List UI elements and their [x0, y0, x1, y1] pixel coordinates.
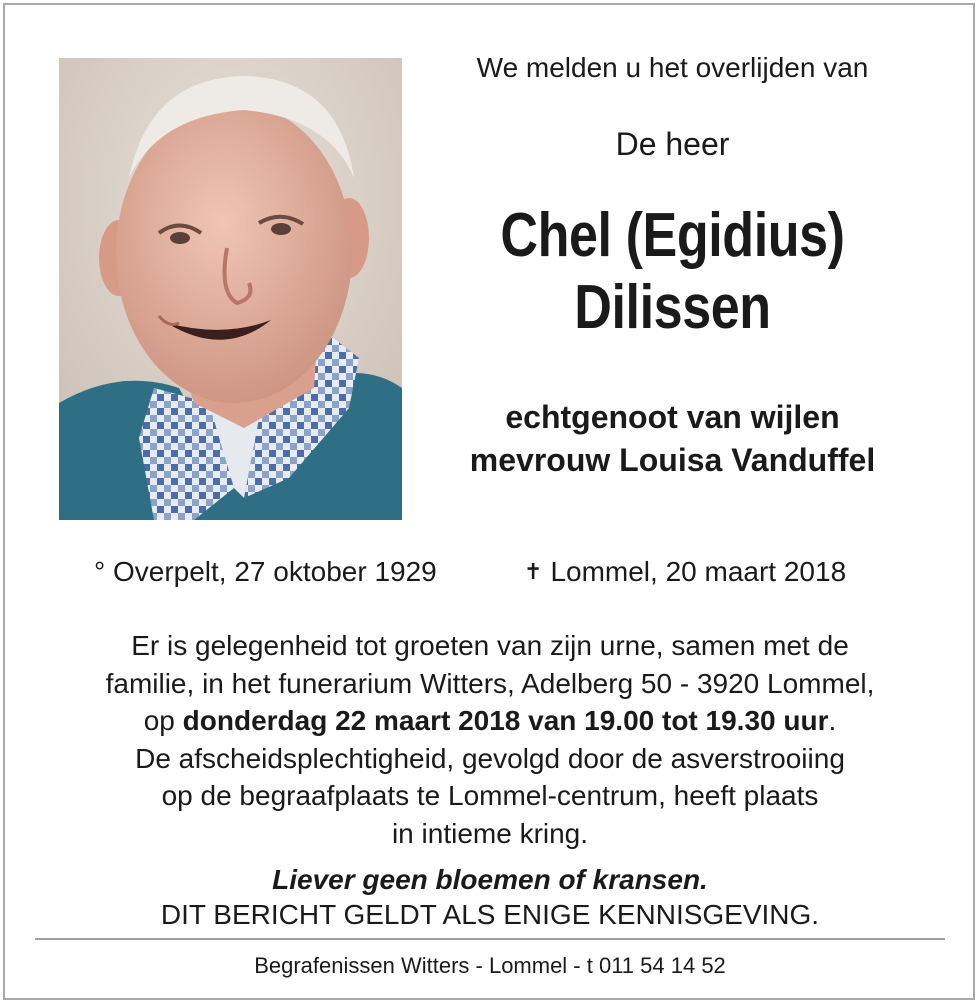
birth-symbol: ° — [94, 556, 106, 587]
official-notice: DIT BERICHT GELDT ALS ENIGE KENNISGEVING. — [160, 899, 820, 930]
birth-date — [94, 556, 437, 588]
visitation-datetime: donderdag 22 maart 2018 van 19.00 tot 19.30 uur — [182, 705, 829, 736]
death-text: Lommel, 20 maart 2018 — [550, 556, 847, 587]
deceased-name — [465, 200, 881, 344]
details-paragraph — [30, 627, 950, 852]
cross-icon: ✝ — [524, 559, 543, 584]
details-line-5: op de begraafplaats te Lommel-centrum, heeft plaats — [161, 780, 819, 811]
spouse-info — [425, 396, 920, 482]
details-line-4: De afscheidsplechtigheid, gevolgd door de asverstrooiing — [135, 742, 845, 774]
death-date — [524, 556, 846, 588]
no-flowers-request: Liever geen bloemen of kransen. — [272, 864, 708, 895]
details-line-3-prefix: op — [143, 705, 183, 736]
closing-section — [30, 862, 950, 932]
spouse-line-2: mevrouw Louisa Vanduffel — [469, 442, 876, 478]
footer-divider — [35, 938, 945, 940]
funeral-home-footer: Begrafenissen Witters - Lommel - t 011 54 14 52 — [254, 953, 726, 978]
details-line-2: familie, in het funerarium Witters, Adelberg 50 - 3920 Lommel, — [105, 667, 875, 699]
details-line-6: in intieme kring. — [391, 817, 589, 849]
details-line-3 — [30, 702, 950, 740]
honorific: De heer — [615, 126, 730, 162]
details-line-1: Er is gelegenheid tot groeten van zijn urne, samen met de — [131, 630, 849, 661]
intro-text: We melden u het overlijden van — [476, 52, 869, 83]
birth-text: Overpelt, 27 oktober 1929 — [112, 556, 437, 587]
portrait-illustration — [59, 58, 402, 520]
name-line-1: Chel (Egidius) — [500, 201, 845, 270]
name-line-2: Dilissen — [574, 273, 771, 342]
details-line-3-suffix: . — [828, 705, 837, 736]
portrait-photo — [59, 58, 402, 520]
spouse-line-1: echtgenoot van wijlen — [505, 399, 840, 435]
